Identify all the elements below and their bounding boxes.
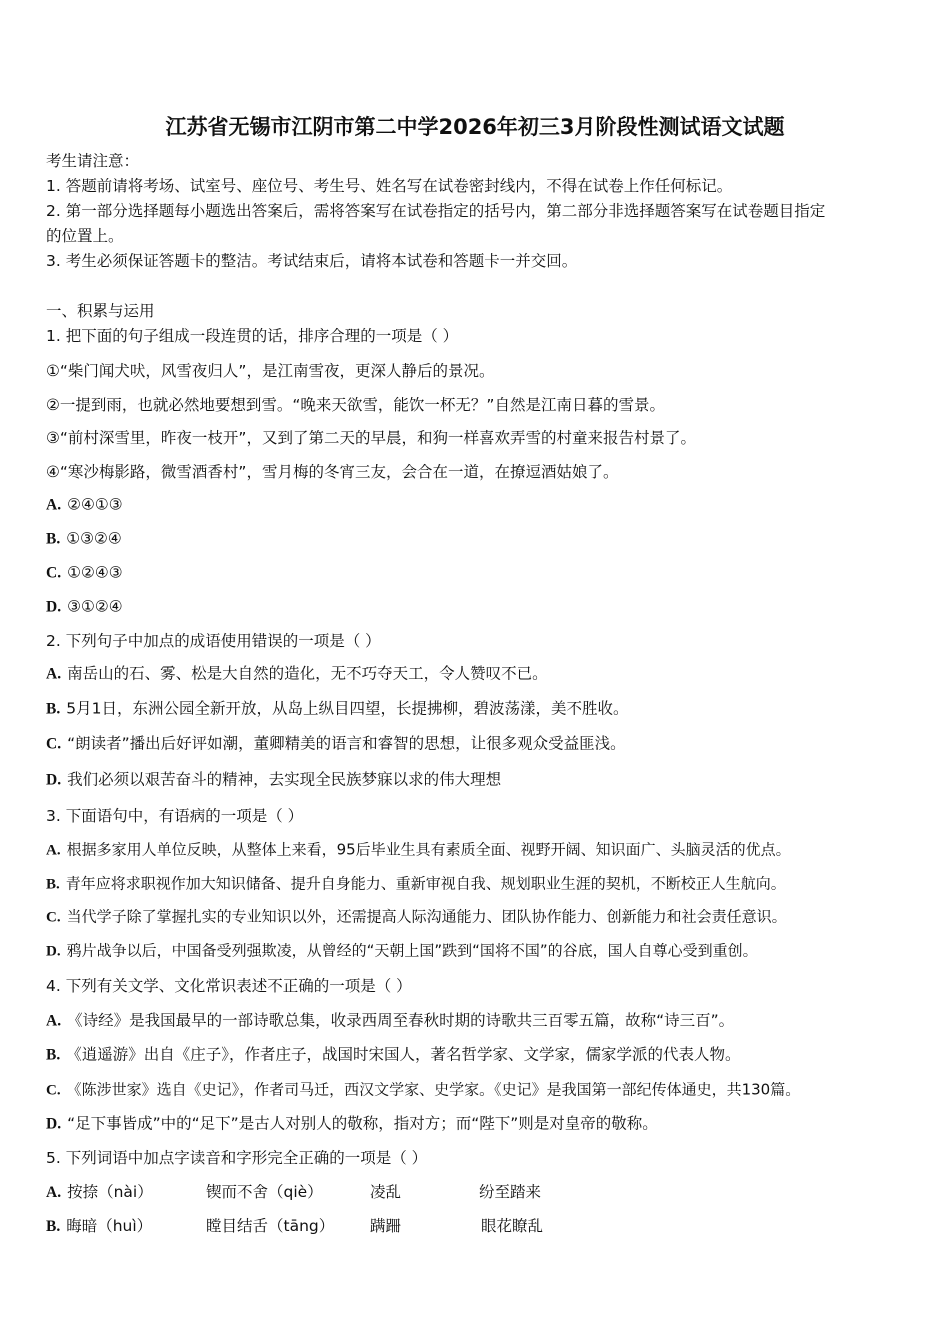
option [46, 1011, 734, 1032]
question-stem: 1. 把下面的句子组成一段连贯的话，排序合理的一项是（ ） [46, 327, 459, 345]
option [46, 664, 548, 685]
option-word: 瞠目结舌（tāng） [206, 1217, 335, 1235]
option-text: 我们必须以艰苦奋斗的精神，去实现全民族梦寐以求的伟大理想 [67, 770, 502, 789]
question-stem: 3. 下面语句中，有语病的一项是（ ） [46, 807, 304, 825]
option-letter: B. [46, 1218, 61, 1235]
notice-item: 的位置上。 [46, 227, 124, 245]
sentence: ②一提到雨，也就必然地要想到雪。“晚来天欲雪，能饮一杯无？”自然是江南日暮的雪景。 [46, 396, 665, 414]
option-letter: B. [46, 530, 61, 548]
option-text: 《陈涉世家》选自《史记》，作者司马迁，西汉文学家、史学家。《史记》是我国第一部纪传体通史，共130篇。 [66, 1080, 801, 1099]
option-letter: A. [46, 665, 62, 683]
option-letter: B. [46, 700, 61, 718]
option [46, 495, 123, 516]
section-heading: 一、积累与运用 [46, 302, 155, 320]
option-letter: C. [46, 909, 61, 926]
option [46, 1182, 646, 1202]
option-word: 锲而不舍（qiè） [206, 1183, 323, 1201]
option-text: 青年应将求职视作加大知识储备、提升自身能力、重新审视自我、规划职业生涯的契机，不断校正人生航向。 [65, 874, 786, 893]
sentence: ④“寒沙梅影路，微雪酒香村”，雪月梅的冬宵三友，会合在一道，在撩逗酒姑娘了。 [46, 463, 619, 481]
option [46, 1216, 646, 1236]
question-stem: 4. 下列有关文学、文化常识表述不正确的一项是（ ） [46, 977, 412, 995]
notice-item: 1. 答题前请将考场、试室号、座位号、考生号、姓名写在试卷密封线内，不得在试卷上作任何标记。 [46, 177, 733, 195]
option-word: 蹒跚 [370, 1217, 402, 1235]
option-word: 纷至踏来 [479, 1183, 542, 1201]
sentence: ③“前村深雪里，昨夜一枝开”，又到了第二天的早晨，和狗一样喜欢弄雪的村童来报告村景了。 [46, 429, 696, 447]
option-text: 《逍遥游》出自《庄子》，作者庄子，战国时宋国人，著名哲学家、文学家，儒家学派的代表人物。 [66, 1045, 741, 1064]
option-letter: C. [46, 564, 62, 582]
option [46, 699, 628, 720]
option [46, 1080, 800, 1101]
option-word: 凌乱 [370, 1183, 402, 1201]
notice-item: 3. 考生必须保证答题卡的整洁。考试结束后，请将本试卷和答题卡一并交回。 [46, 252, 578, 270]
option-word: 眼花瞭乱 [481, 1217, 544, 1235]
notice-heading: 考生请注意： [46, 152, 140, 170]
option-letter: D. [46, 771, 62, 789]
option [46, 941, 758, 962]
option-text: 鸦片战争以后，中国备受列强欺凌，从曾经的“天朝上国”跌到“国将不国”的谷底，国人自尊心受到重创。 [66, 941, 758, 960]
option-word: 晦暗（huì） [66, 1217, 153, 1235]
option-letter: A. [46, 1184, 62, 1201]
option-letter: D. [46, 943, 61, 960]
option-text: ②④①③ [67, 495, 123, 514]
option-text: “朗读者”播出后好评如潮，董卿精美的语言和睿智的思想，让很多观众受益匪浅。 [67, 734, 626, 753]
option-letter: D. [46, 598, 62, 616]
option-text: ①③②④ [66, 529, 122, 548]
option-letter: D. [46, 1115, 62, 1133]
option-letter: C. [46, 735, 62, 753]
option [46, 563, 123, 584]
page-title: 江苏省无锡市江阴市第二中学2026年初三3月阶段性测试语文试题 [165, 115, 785, 139]
option [46, 907, 787, 928]
option-text: 《诗经》是我国最早的一部诗歌总集，收录西周至春秋时期的诗歌共三百零五篇，故称“诗三百”。 [67, 1011, 735, 1030]
option-letter: B. [46, 1046, 61, 1064]
sentence: ①“柴门闻犬吠，风雪夜归人”，是江南雪夜，更深人静后的景况。 [46, 362, 495, 380]
option-text: “足下事皆成”中的“足下”是古人对别人的敬称，指对方；而“陛下”则是对皇帝的敬称。 [67, 1114, 658, 1133]
option-text: 根据多家用人单位反映，从整体上来看，95后毕业生具有素质全面、视野开阔、知识面广、头脑灵活的优点。 [66, 840, 791, 859]
option-text: 当代学子除了掌握扎实的专业知识以外，还需提高人际沟通能力、团队协作能力、创新能力和社会责任意识。 [66, 907, 787, 926]
option-word: 按捺（nài） [67, 1183, 153, 1201]
option [46, 529, 122, 550]
notice-item: 2. 第一部分选择题每小题选出答案后，需将答案写在试卷指定的括号内，第二部分非选择题答案写在试卷题目指定 [46, 202, 826, 220]
option-letter: A. [46, 496, 62, 514]
option-letter: C. [46, 1082, 61, 1099]
option [46, 874, 786, 895]
question-stem: 5. 下列词语中加点字读音和字形完全正确的一项是（ ） [46, 1149, 428, 1167]
option [46, 1045, 740, 1066]
option-letter: A. [46, 1012, 62, 1030]
option [46, 770, 501, 791]
option-text: ③①②④ [67, 597, 123, 616]
question-stem: 2. 下列句子中加点的成语使用错误的一项是（ ） [46, 632, 381, 650]
option [46, 840, 791, 861]
option [46, 734, 626, 755]
option-text: ①②④③ [67, 563, 123, 582]
option-text: 5月1日，东洲公园全新开放，从岛上纵目四望，长提拂柳，碧波荡漾，美不胜收。 [66, 699, 629, 718]
option-letter: A. [46, 842, 61, 859]
option [46, 1114, 658, 1135]
option-letter: B. [46, 876, 60, 893]
option [46, 597, 123, 618]
option-text: 南岳山的石、雾、松是大自然的造化，无不巧夺天工，令人赞叹不已。 [67, 664, 548, 683]
